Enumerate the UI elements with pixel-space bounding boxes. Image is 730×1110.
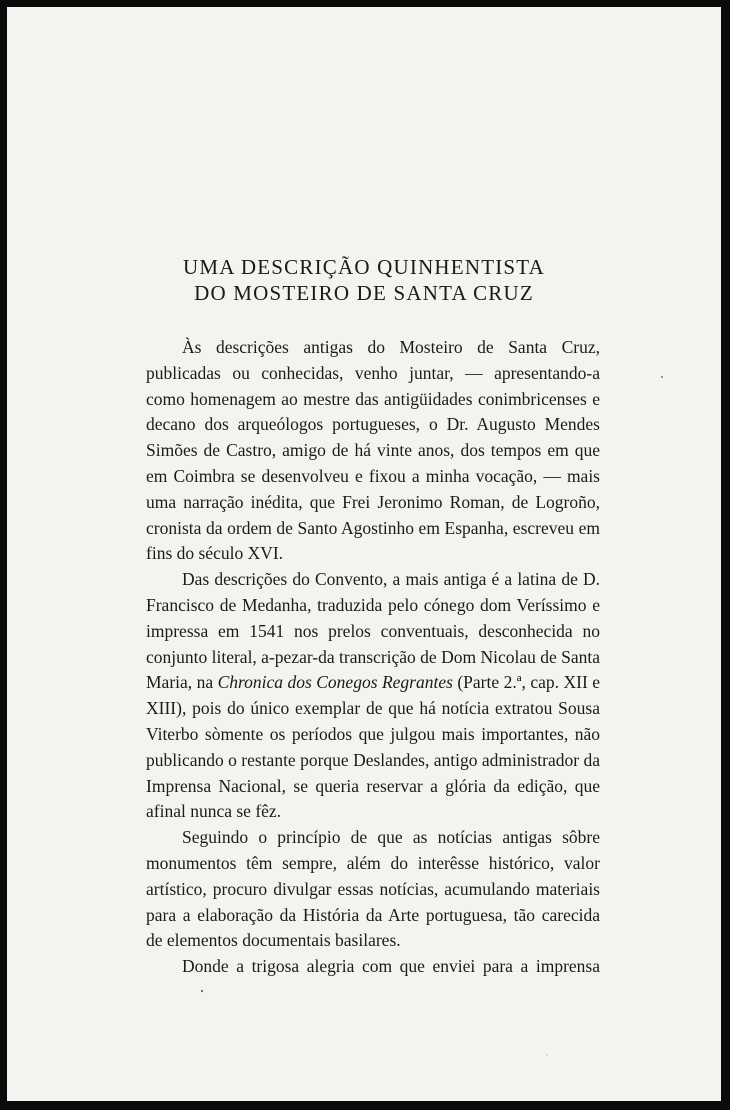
paragraph-4: Donde a trigosa alegria com que enviei para a imprensa xyxy=(182,956,600,977)
paragraph-3: Seguindo o princípio de que as notícias antigas sôbre monumentos têm sempre, além do interêsse histórico, valor artístico, procuro divulgar essas notícias, acumulando materiais para a elaboração da História da Arte portuguesa, tão carecida de elementos documentais basilares. xyxy=(146,827,600,951)
paragraph-2-italic-title: Chronica dos Conegos Regrantes xyxy=(217,672,453,693)
paragraph-2-text-after: (Parte 2.ª, cap. XII e XIII), pois do único exemplar de que há notícia extratou Sousa Viterbo sòmente os períodos que julgou mais importantes, não publicando o restante porque Deslandes, antigo administrador da Imprensa Nacional, se queria reservar a glória da edição, que afinal nunca se fêz. xyxy=(146,672,600,822)
body-text xyxy=(146,335,600,980)
paragraph-1: Às descrições antigas do Mosteiro de Santa Cruz, publicadas ou conhecidas, venho juntar, — apresentando-a como homenagem ao mestre das antigüidades conimbricenses e decano dos arqueólogos portugueses, o Dr. Augusto Mendes Simões de Castro, amigo de há vinte anos, dos tempos em que em Coimbra se desenvolveu e fixou a minha vocação, — mais uma narração inédita, que Frei Jeronimo Roman, de Logroño, cronista da ordem de Santo Agostinho em Espanha, escreveu em fins do século XVI. xyxy=(146,337,600,564)
speck xyxy=(661,376,663,378)
speck xyxy=(546,1054,547,1055)
paragraph-2-text-before: Das descrições do Convento, a mais antiga é a latina de D. Francisco de Medanha, traduzida pelo cónego dom Veríssimo e impressa em 1541 nos prelos conventuais, desconhecida no conjunto literal, a-pezar-da transcrição de Dom Nicolau de Santa Maria, na xyxy=(146,569,600,693)
paragraph-2 xyxy=(146,567,600,825)
speck xyxy=(201,990,203,992)
title-line-1: UMA DESCRIÇÃO QUINHENTISTA xyxy=(182,255,546,279)
document-page xyxy=(7,7,721,1101)
title-line-2: DO MOSTEIRO DE SANTA CRUZ xyxy=(194,281,534,305)
